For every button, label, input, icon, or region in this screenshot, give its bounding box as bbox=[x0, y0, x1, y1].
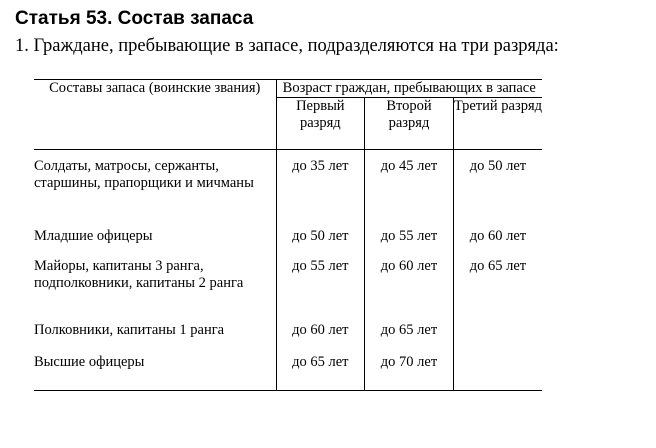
age-cell-first: до 35 лет bbox=[276, 150, 365, 228]
table-row bbox=[34, 228, 542, 253]
age-cell-third: до 65 лет bbox=[469, 257, 527, 274]
table-row bbox=[34, 150, 542, 228]
table-row bbox=[34, 354, 542, 391]
paragraph-text: 1. Граждане, пребывающие в запасе, подразделяются на три разряда: bbox=[15, 36, 559, 56]
header-reserve-composition: Составы запаса (воинские звания) bbox=[34, 80, 276, 150]
age-cell-second: до 60 лет bbox=[365, 253, 454, 318]
age-cell-third bbox=[453, 354, 542, 391]
category-cell: Майоры, капитаны 3 ранга, подполковники, капитаны 2 ранга bbox=[34, 253, 276, 318]
age-cell-third bbox=[453, 318, 542, 354]
article-title: Статья 53. Состав запаса bbox=[15, 8, 254, 29]
reserve-ranks-table bbox=[34, 79, 542, 391]
header-rank-second: Второй разряд bbox=[365, 98, 454, 150]
age-cell-second: до 55 лет bbox=[365, 228, 454, 253]
header-rank-first: Первый разряд bbox=[276, 98, 365, 150]
age-cell-third: до 60 лет bbox=[469, 227, 527, 244]
age-cell-second: до 70 лет bbox=[365, 354, 454, 391]
age-cell-first: до 50 лет bbox=[276, 228, 365, 253]
table-header-row bbox=[34, 80, 542, 98]
category-cell: Высшие офицеры bbox=[34, 354, 276, 391]
table-row bbox=[34, 253, 542, 318]
category-cell: Младшие офицеры bbox=[34, 228, 276, 253]
category-cell: Полковники, капитаны 1 ранга bbox=[34, 318, 276, 354]
category-cell: Солдаты, матросы, сержанты, старшины, прапорщики и мичманы bbox=[34, 150, 276, 228]
header-age-group: Возраст граждан, пребывающих в запасе bbox=[276, 80, 542, 98]
age-cell-second: до 65 лет bbox=[365, 318, 454, 354]
header-rank-third: Третий разряд bbox=[453, 98, 542, 150]
age-cell-first: до 65 лет bbox=[276, 354, 365, 391]
table-row bbox=[34, 318, 542, 354]
age-cell-first: до 55 лет bbox=[276, 253, 365, 318]
age-cell-first: до 60 лет bbox=[276, 318, 365, 354]
age-cell-second: до 45 лет bbox=[365, 150, 454, 228]
age-cell-third: до 50 лет bbox=[469, 158, 527, 174]
